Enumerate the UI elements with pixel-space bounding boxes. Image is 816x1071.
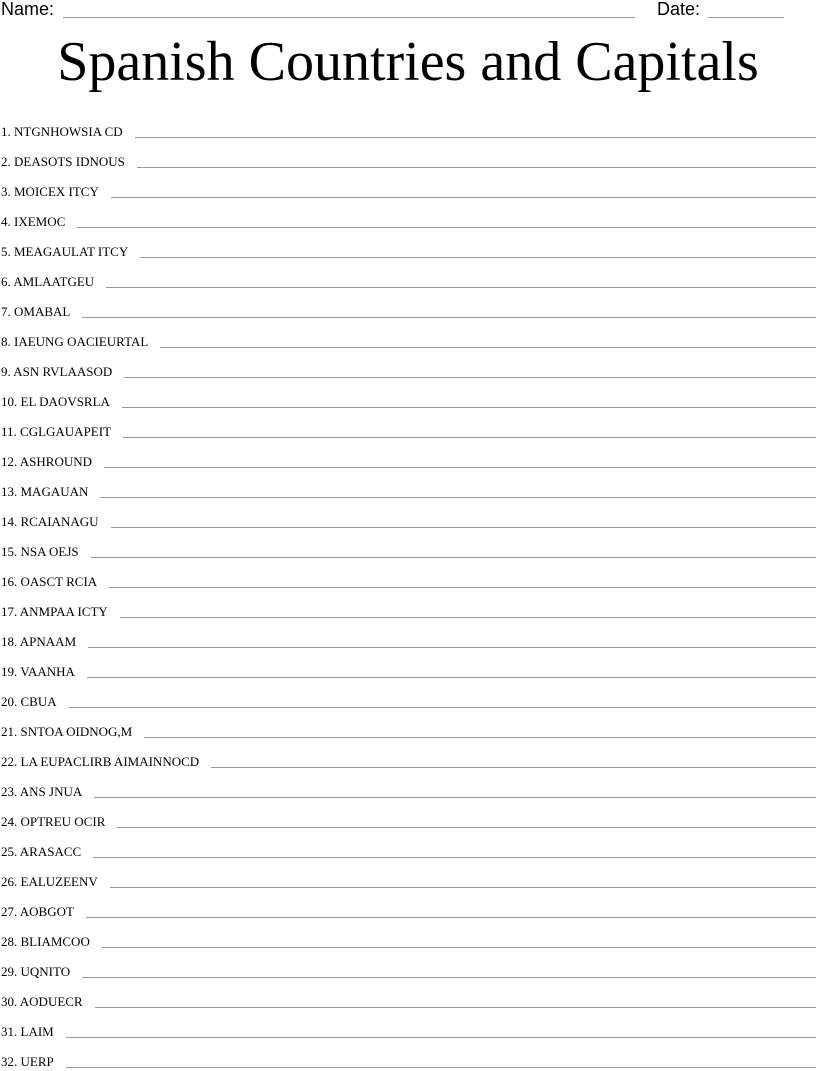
answer-line (137, 167, 816, 168)
list-item (0, 741, 816, 771)
answer-line (124, 377, 816, 378)
scrambled-word: 31. LAIM (0, 1024, 66, 1040)
answer-line (109, 587, 816, 588)
scrambled-word: 15. NSA OEJS (0, 544, 91, 560)
scrambled-word: 24. OPTREU OCIR (0, 814, 117, 830)
list-item (0, 441, 816, 471)
list-item (0, 531, 816, 561)
answer-line (87, 677, 816, 678)
answer-line (135, 137, 816, 138)
answer-line (111, 527, 816, 528)
answer-line (104, 467, 816, 468)
list-item (0, 771, 816, 801)
scrambled-word: 16. OASCT RCIA (0, 574, 109, 590)
scrambled-word: 20. CBUA (0, 694, 69, 710)
list-item (0, 1041, 816, 1071)
answer-line (102, 947, 816, 948)
scrambled-word: 1. NTGNHOWSIA CD (0, 124, 135, 140)
date-field-line (708, 17, 784, 18)
answer-line (144, 737, 816, 738)
list-item (0, 171, 816, 201)
scrambled-word: 30. AODUECR (0, 994, 95, 1010)
answer-line (82, 317, 816, 318)
answer-line (66, 1037, 816, 1038)
list-item (0, 591, 816, 621)
scrambled-word: 27. AOBGOT (0, 904, 86, 920)
scrambled-word: 19. VAANHA (0, 664, 87, 680)
list-item (0, 1011, 816, 1041)
list-item (0, 801, 816, 831)
scrambled-word: 23. ANS JNUA (0, 784, 94, 800)
list-item (0, 471, 816, 501)
list-item (0, 981, 816, 1011)
date-label: Date: (657, 0, 700, 20)
answer-line (122, 407, 816, 408)
answer-line (120, 617, 816, 618)
scrambled-word: 12. ASHROUND (0, 454, 104, 470)
list-item (0, 501, 816, 531)
answer-line (77, 227, 816, 228)
list-item (0, 351, 816, 381)
name-label: Name: (1, 0, 54, 20)
scrambled-word: 32. UERP (0, 1054, 66, 1070)
list-item (0, 651, 816, 681)
scrambled-word: 17. ANMPAA ICTY (0, 604, 120, 620)
answer-line (111, 197, 816, 198)
list-item (0, 231, 816, 261)
scrambled-word: 7. OMABAL (0, 304, 82, 320)
scrambled-word: 5. MEAGAULAT ITCY (0, 244, 140, 260)
list-item (0, 681, 816, 711)
scrambled-word: 8. IAEUNG OACIEURTAL (0, 334, 160, 350)
scrambled-word: 3. MOICEX ITCY (0, 184, 111, 200)
list-item (0, 561, 816, 591)
answer-line (95, 1007, 816, 1008)
list-item (0, 411, 816, 441)
answer-line (160, 347, 816, 348)
answer-line (66, 1067, 816, 1068)
name-field-line (63, 17, 635, 18)
scrambled-word: 28. BLIAMCOO (0, 934, 102, 950)
scrambled-word: 21. SNTOA OIDNOG,M (0, 724, 144, 740)
scrambled-word: 4. IXEMOC (0, 214, 77, 230)
list-item (0, 111, 816, 141)
page-title: Spanish Countries and Capitals (0, 30, 816, 94)
answer-line (140, 257, 816, 258)
scrambled-word: 13. MAGAUAN (0, 484, 100, 500)
word-scramble-list (0, 111, 816, 1071)
answer-line (86, 917, 816, 918)
answer-line (91, 557, 816, 558)
answer-line (82, 977, 816, 978)
list-item (0, 321, 816, 351)
answer-line (88, 647, 816, 648)
answer-line (93, 857, 816, 858)
list-item (0, 951, 816, 981)
scrambled-word: 9. ASN RVLAASOD (0, 364, 124, 380)
list-item (0, 291, 816, 321)
scrambled-word: 25. ARASACC (0, 844, 93, 860)
header-row (0, 0, 816, 24)
list-item (0, 381, 816, 411)
scrambled-word: 26. EALUZEENV (0, 874, 110, 890)
list-item (0, 261, 816, 291)
list-item (0, 891, 816, 921)
scrambled-word: 2. DEASOTS IDNOUS (0, 154, 137, 170)
list-item (0, 861, 816, 891)
list-item (0, 831, 816, 861)
answer-line (117, 827, 816, 828)
answer-line (100, 497, 816, 498)
answer-line (211, 767, 816, 768)
answer-line (69, 707, 816, 708)
answer-line (94, 797, 816, 798)
scrambled-word: 22. LA EUPACLIRB AIMAINNOCD (0, 754, 211, 770)
scrambled-word: 18. APNAAM (0, 634, 88, 650)
scrambled-word: 10. EL DAOVSRLA (0, 394, 122, 410)
list-item (0, 921, 816, 951)
list-item (0, 201, 816, 231)
answer-line (110, 887, 816, 888)
scrambled-word: 14. RCAIANAGU (0, 514, 111, 530)
answer-line (123, 437, 816, 438)
list-item (0, 621, 816, 651)
answer-line (106, 287, 816, 288)
list-item (0, 711, 816, 741)
scrambled-word: 29. UQNITO (0, 964, 82, 980)
scrambled-word: 6. AMLAATGEU (0, 274, 106, 290)
list-item (0, 141, 816, 171)
scrambled-word: 11. CGLGAUAPEIT (0, 424, 123, 440)
